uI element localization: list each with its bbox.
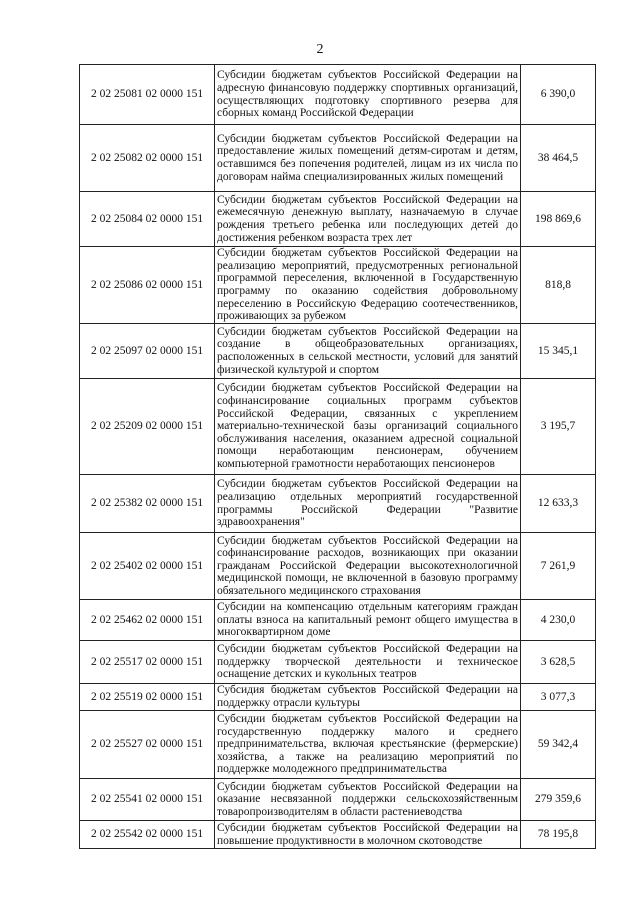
subsidy-amount: 38 464,5 xyxy=(521,125,596,192)
subsidy-amount: 198 869,6 xyxy=(521,192,596,247)
table-row xyxy=(80,379,596,475)
subsidy-amount: 78 195,8 xyxy=(521,821,596,849)
subsidy-amount: 7 261,9 xyxy=(521,533,596,600)
table-row xyxy=(80,641,596,684)
subsidy-amount: 6 390,0 xyxy=(521,65,596,125)
subsidy-description: Субсидии бюджетам субъектов Российской Федерации на софинансирование расходов, возникающих при оказании гражданам Российской Федерации высокотехнологичной медицинской помощи, не включенной в базовую программу обязательного медицинского страхования xyxy=(215,533,521,600)
subsidy-description: Субсидии бюджетам субъектов Российской Федерации на софинансирование социальных программ субъектов Российской Федерации, связанных с укреплением материально-технической базы организаций социального обслуживания населения, оказанием адресной социальной помощи неработающим пенсионерам, обучением компьютерной грамотности неработающих пенсионеров xyxy=(215,379,521,475)
budget-code: 2 02 25541 02 0000 151 xyxy=(80,779,215,821)
subsidy-description: Субсидии бюджетам субъектов Российской Федерации на государственную поддержку малого и среднего предпринимательства, включая крестьянские (фермерские) хозяйства, а также на реализацию мероприятий по поддержке молодежного предпринимательства xyxy=(215,711,521,779)
budget-code: 2 02 25209 02 0000 151 xyxy=(80,379,215,475)
subsidy-description: Субсидии бюджетам субъектов Российской Федерации на адресную финансовую поддержку спортивных организаций, осуществляющих подготовку спортивного резерва для сборных команд Российской Федерации xyxy=(215,65,521,125)
table-row xyxy=(80,125,596,192)
subsidy-amount: 818,8 xyxy=(521,247,596,324)
subsidy-amount: 279 359,6 xyxy=(521,779,596,821)
subsidy-description: Субсидии бюджетам субъектов Российской Федерации на поддержку творческой деятельности и техническое оснащение детских и кукольных театров xyxy=(215,641,521,684)
budget-code: 2 02 25084 02 0000 151 xyxy=(80,192,215,247)
subsidy-amount: 15 345,1 xyxy=(521,324,596,379)
table-row xyxy=(80,247,596,324)
budget-code: 2 02 25519 02 0000 151 xyxy=(80,684,215,711)
subsidy-description: Субсидии бюджетам субъектов Российской Федерации на создание в общеобразовательных организациях, расположенных в сельской местности, условий для занятий физической культурой и спортом xyxy=(215,324,521,379)
subsidy-description: Субсидии бюджетам субъектов Российской Федерации на предоставление жилых помещений детям-сиротам и детям, оставшимся без попечения родителей, лицам из их числа по договорам найма специализированных жилых помещений xyxy=(215,125,521,192)
subsidy-description: Субсидии бюджетам субъектов Российской Федерации на реализацию отдельных мероприятий государственной программы Российской Федерации "Развитие здравоохранения" xyxy=(215,475,521,533)
table-body xyxy=(80,65,596,849)
budget-code: 2 02 25097 02 0000 151 xyxy=(80,324,215,379)
budget-code: 2 02 25081 02 0000 151 xyxy=(80,65,215,125)
subsidy-description: Субсидия бюджетам субъектов Российской Федерации на поддержку отрасли культуры xyxy=(215,684,521,711)
table-row xyxy=(80,533,596,600)
budget-code: 2 02 25462 02 0000 151 xyxy=(80,600,215,641)
subsidies-table xyxy=(79,64,596,849)
budget-code: 2 02 25542 02 0000 151 xyxy=(80,821,215,849)
budget-code: 2 02 25382 02 0000 151 xyxy=(80,475,215,533)
subsidy-amount: 3 195,7 xyxy=(521,379,596,475)
budget-code: 2 02 25402 02 0000 151 xyxy=(80,533,215,600)
subsidy-description: Субсидии бюджетам субъектов Российской Федерации на ежемесячную денежную выплату, назначаемую в случае рождения третьего ребенка или последующих детей до достижения ребенком возраста трех лет xyxy=(215,192,521,247)
page-number: 2 xyxy=(316,42,324,57)
table-row xyxy=(80,600,596,641)
subsidy-description: Субсидии бюджетам субъектов Российской Федерации на повышение продуктивности в молочном скотоводстве xyxy=(215,821,521,849)
subsidy-description: Субсидии бюджетам субъектов Российской Федерации на оказание несвязанной поддержки сельскохозяйственным товаропроизводителям в области растениеводства xyxy=(215,779,521,821)
table-row xyxy=(80,684,596,711)
subsidy-amount: 12 633,3 xyxy=(521,475,596,533)
subsidy-description: Субсидии бюджетам субъектов Российской Федерации на реализацию мероприятий, предусмотренных региональной программой переселения, включенной в Государственную программу по оказанию содействия добровольному переселению в Российскую Федерацию соотечественников, проживающих за рубежом xyxy=(215,247,521,324)
budget-code: 2 02 25527 02 0000 151 xyxy=(80,711,215,779)
budget-code: 2 02 25086 02 0000 151 xyxy=(80,247,215,324)
table-row xyxy=(80,192,596,247)
subsidy-description: Субсидии на компенсацию отдельным категориям граждан оплаты взноса на капитальный ремонт общего имущества в многоквартирном доме xyxy=(215,600,521,641)
table-row xyxy=(80,324,596,379)
table-row xyxy=(80,711,596,779)
table-row xyxy=(80,65,596,125)
subsidy-amount: 3 077,3 xyxy=(521,684,596,711)
subsidy-amount: 59 342,4 xyxy=(521,711,596,779)
subsidy-amount: 3 628,5 xyxy=(521,641,596,684)
table-row xyxy=(80,779,596,821)
budget-code: 2 02 25082 02 0000 151 xyxy=(80,125,215,192)
table-row xyxy=(80,475,596,533)
table-row xyxy=(80,821,596,849)
budget-code: 2 02 25517 02 0000 151 xyxy=(80,641,215,684)
subsidy-amount: 4 230,0 xyxy=(521,600,596,641)
